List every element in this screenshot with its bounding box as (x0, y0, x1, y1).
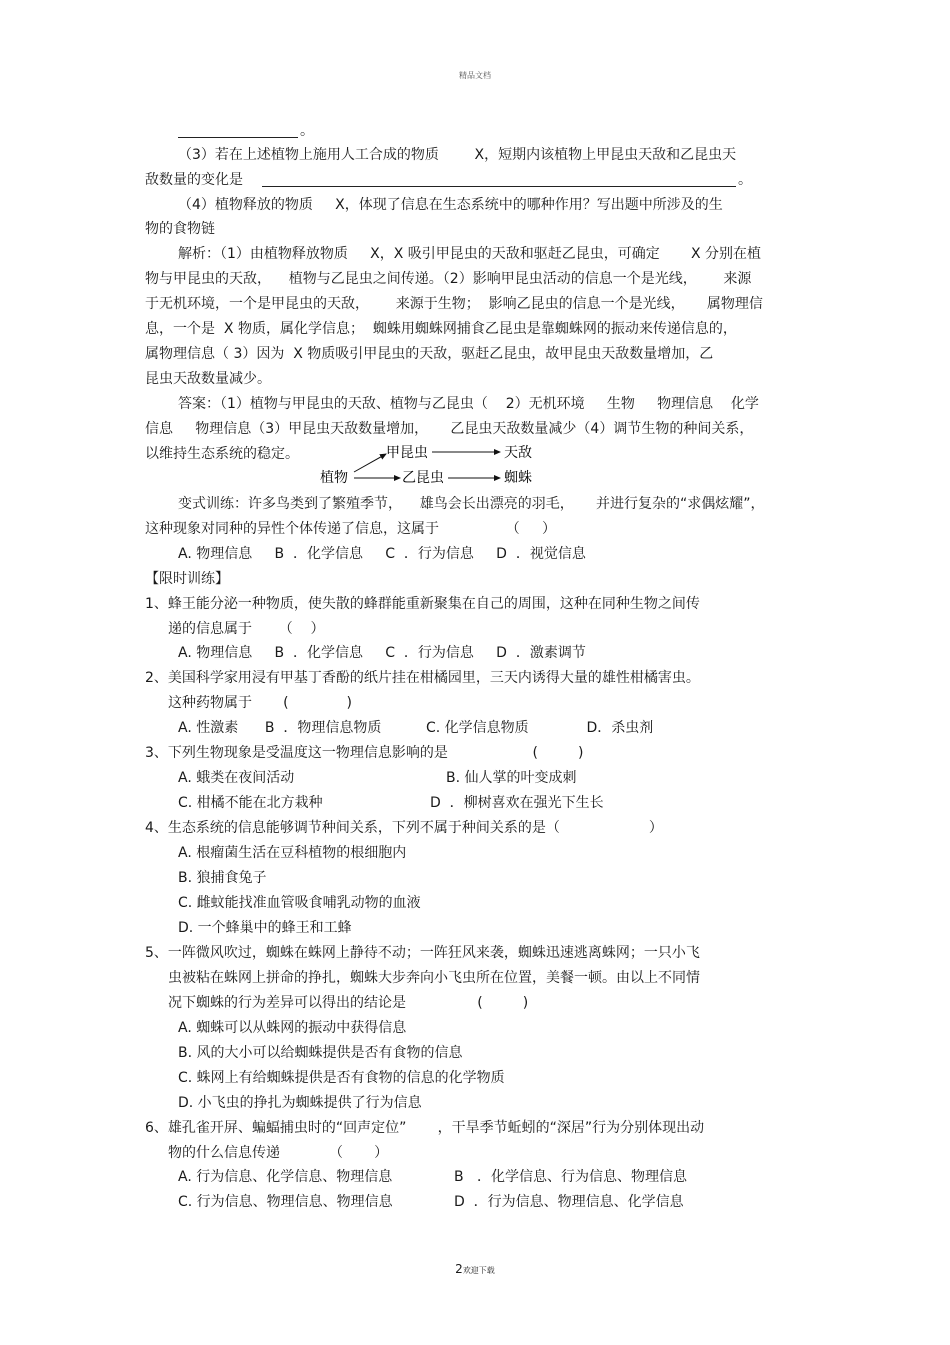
question-6-option-c: C. 行为信息、物理信息、物理信息 (178, 1194, 393, 1210)
variant-exercise-text: 变式训练：许多鸟类到了繁殖季节， 雄鸟会长出漂亮的羽毛， 并进行复杂的“求偶炫耀”， (178, 496, 765, 512)
page-number: 2 (455, 1262, 463, 1276)
node-enemy: 天敌 (504, 445, 532, 461)
food-chain-diagram (300, 440, 560, 490)
question-3-option-b: B. 仙人掌的叶变成刺 (446, 770, 577, 786)
node-spider: 蜘蛛 (504, 470, 532, 486)
question-5-option-a: A. 蜘蛛可以从蛛网的振动中获得信息 (178, 1020, 407, 1036)
question-3-text: 敌数量的变化是 (145, 172, 243, 188)
question-6-option-a: A. 行为信息、化学信息、物理信息 (178, 1169, 393, 1185)
answer-text: 信息 物理信息（3）甲昆虫天敌数量增加， 乙昆虫天敌数量减少（4）调节生物的种间关系， (145, 421, 754, 437)
question-6-option-d: D ．行为信息、物理信息、化学信息 (454, 1194, 684, 1210)
variant-options: A. 物理信息 B ．化学信息 C ．行为信息 D ．视觉信息 (178, 546, 586, 562)
page-header: 精品文档 (459, 71, 491, 80)
answer-blank-1 (178, 137, 298, 138)
question-4-option-a: A. 根瘤菌生活在豆科植物的根细胞内 (178, 845, 407, 861)
node-insect-a: 甲昆虫 (386, 445, 428, 461)
question-6-option-b: B ．化学信息、行为信息、物理信息 (454, 1169, 687, 1185)
question-1: 递的信息属于 （ ） (168, 621, 325, 637)
question-5-option-c: C. 蛛网上有给蜘蛛提供是否有食物的信息的化学物质 (178, 1070, 505, 1086)
question-4-option-d: D. 一个蜂巢中的蜂王和工蜂 (178, 920, 352, 936)
question-4-option-c: C. 雌蚊能找准血管吸食哺乳动物的血液 (178, 895, 421, 911)
question-5-option-d: D. 小飞虫的挣扎为蜘蛛提供了行为信息 (178, 1095, 422, 1111)
answer-blank-2 (262, 186, 736, 187)
question-1: 1、蜂王能分泌一种物质，使失散的蜂群能重新聚集在自己的周围，这种在同种生物之间传 (145, 596, 700, 612)
question-6: 6、雄孔雀开屏、蝙蝠捕虫时的“回声定位” ，干旱季节蚯蚓的“深居”行为分别体现出动 (145, 1120, 705, 1136)
node-insect-b: 乙昆虫 (402, 470, 444, 486)
question-2-options: A. 性激素 B ．物理信息物质 C. 化学信息物质 D．杀虫剂 (178, 720, 654, 736)
footer-note: 欢迎下载 (462, 1266, 495, 1275)
question-5: 5、一阵微风吹过，蜘蛛在蛛网上静待不动；一阵狂风来袭，蜘蛛迅速逃离蛛网；一只小飞 (145, 945, 700, 961)
question-5: 况下蜘蛛的行为差异可以得出的结论是 ( ) (168, 995, 529, 1011)
analysis-text: 息，一个是 X 物质，属化学信息； 蜘蛛用蜘蛛网捕食乙昆虫是靠蜘蛛网的振动来传递信息的， (145, 321, 737, 337)
analysis-text: 属物理信息（ 3）因为 X 物质吸引甲昆虫的天敌，驱赶乙昆虫，故甲昆虫天敌数量增加，乙 (145, 346, 714, 362)
answer-text: 以维持生态系统的稳定。 (145, 446, 299, 462)
question-3: 3、下列生物现象是受温度这一物理信息影响的是 ( ) (145, 745, 584, 761)
question-4: 4、生态系统的信息能够调节种间关系，下列不属于种间关系的是（ ） (145, 820, 663, 836)
question-4-text: 物的食物链 (145, 221, 215, 237)
question-6: 物的什么信息传递 （ ） (168, 1145, 389, 1161)
text-line: 。 (300, 123, 314, 139)
question-3-text: （3）若在上述植物上施用人工合成的物质 X，短期内该植物上甲昆虫天敌和乙昆虫天 (178, 147, 737, 163)
page-footer (0, 1262, 950, 1276)
question-4-text: （4）植物释放的物质 X，体现了信息在生态系统中的哪种作用？写出题中所涉及的生 (178, 197, 723, 213)
question-5-option-b: B. 风的大小可以给蜘蛛提供是否有食物的信息 (178, 1045, 463, 1061)
section-title: 【限时训练】 (145, 571, 229, 587)
question-2: 这种药物属于 ( ) (168, 695, 352, 711)
variant-exercise-text: 这种现象对同种的异性个体传递了信息，这属于 （ ） (145, 521, 557, 537)
analysis-text: 解析：（1）由植物释放物质 X，X 吸引甲昆虫的天敌和驱赶乙昆虫，可确定 X 分别在植 (178, 246, 761, 262)
question-2: 2、美国科学家用浸有甲基丁香酚的纸片挂在柑橘园里，三天内诱得大量的雄性柑橘害虫。 (145, 670, 700, 686)
answer-text: 答案：（1）植物与甲昆虫的天敌、植物与乙昆虫（ 2）无机环境 生物 物理信息 化学 (178, 396, 759, 412)
analysis-text: 物与甲昆虫的天敌， 植物与乙昆虫之间传递。（2）影响甲昆虫活动的信息一个是光线， 来源 (145, 271, 752, 287)
question-3-option-d: D ．柳树喜欢在强光下生长 (430, 795, 604, 811)
text-line: 。 (738, 172, 752, 188)
question-3-option-a: A. 蛾类在夜间活动 (178, 770, 295, 786)
question-5: 虫被粘在蛛网上拼命的挣扎，蜘蛛大步奔向小飞虫所在位置，美餐一顿。由以上不同情 (168, 970, 700, 986)
node-producer: 植物 (320, 470, 348, 486)
analysis-text: 昆虫天敌数量减少。 (145, 371, 271, 387)
arrow-producer-to-insect-a (354, 454, 386, 472)
question-3-option-c: C. 柑橘不能在北方栽种 (178, 795, 323, 811)
question-4-option-b: B. 狼捕食兔子 (178, 870, 267, 886)
analysis-text: 于无机环境，一个是甲昆虫的天敌， 来源于生物； 影响乙昆虫的信息一个是光线， 属物理信 (145, 296, 763, 312)
question-1-options: A. 物理信息 B ．化学信息 C ．行为信息 D ．激素调节 (178, 645, 586, 661)
